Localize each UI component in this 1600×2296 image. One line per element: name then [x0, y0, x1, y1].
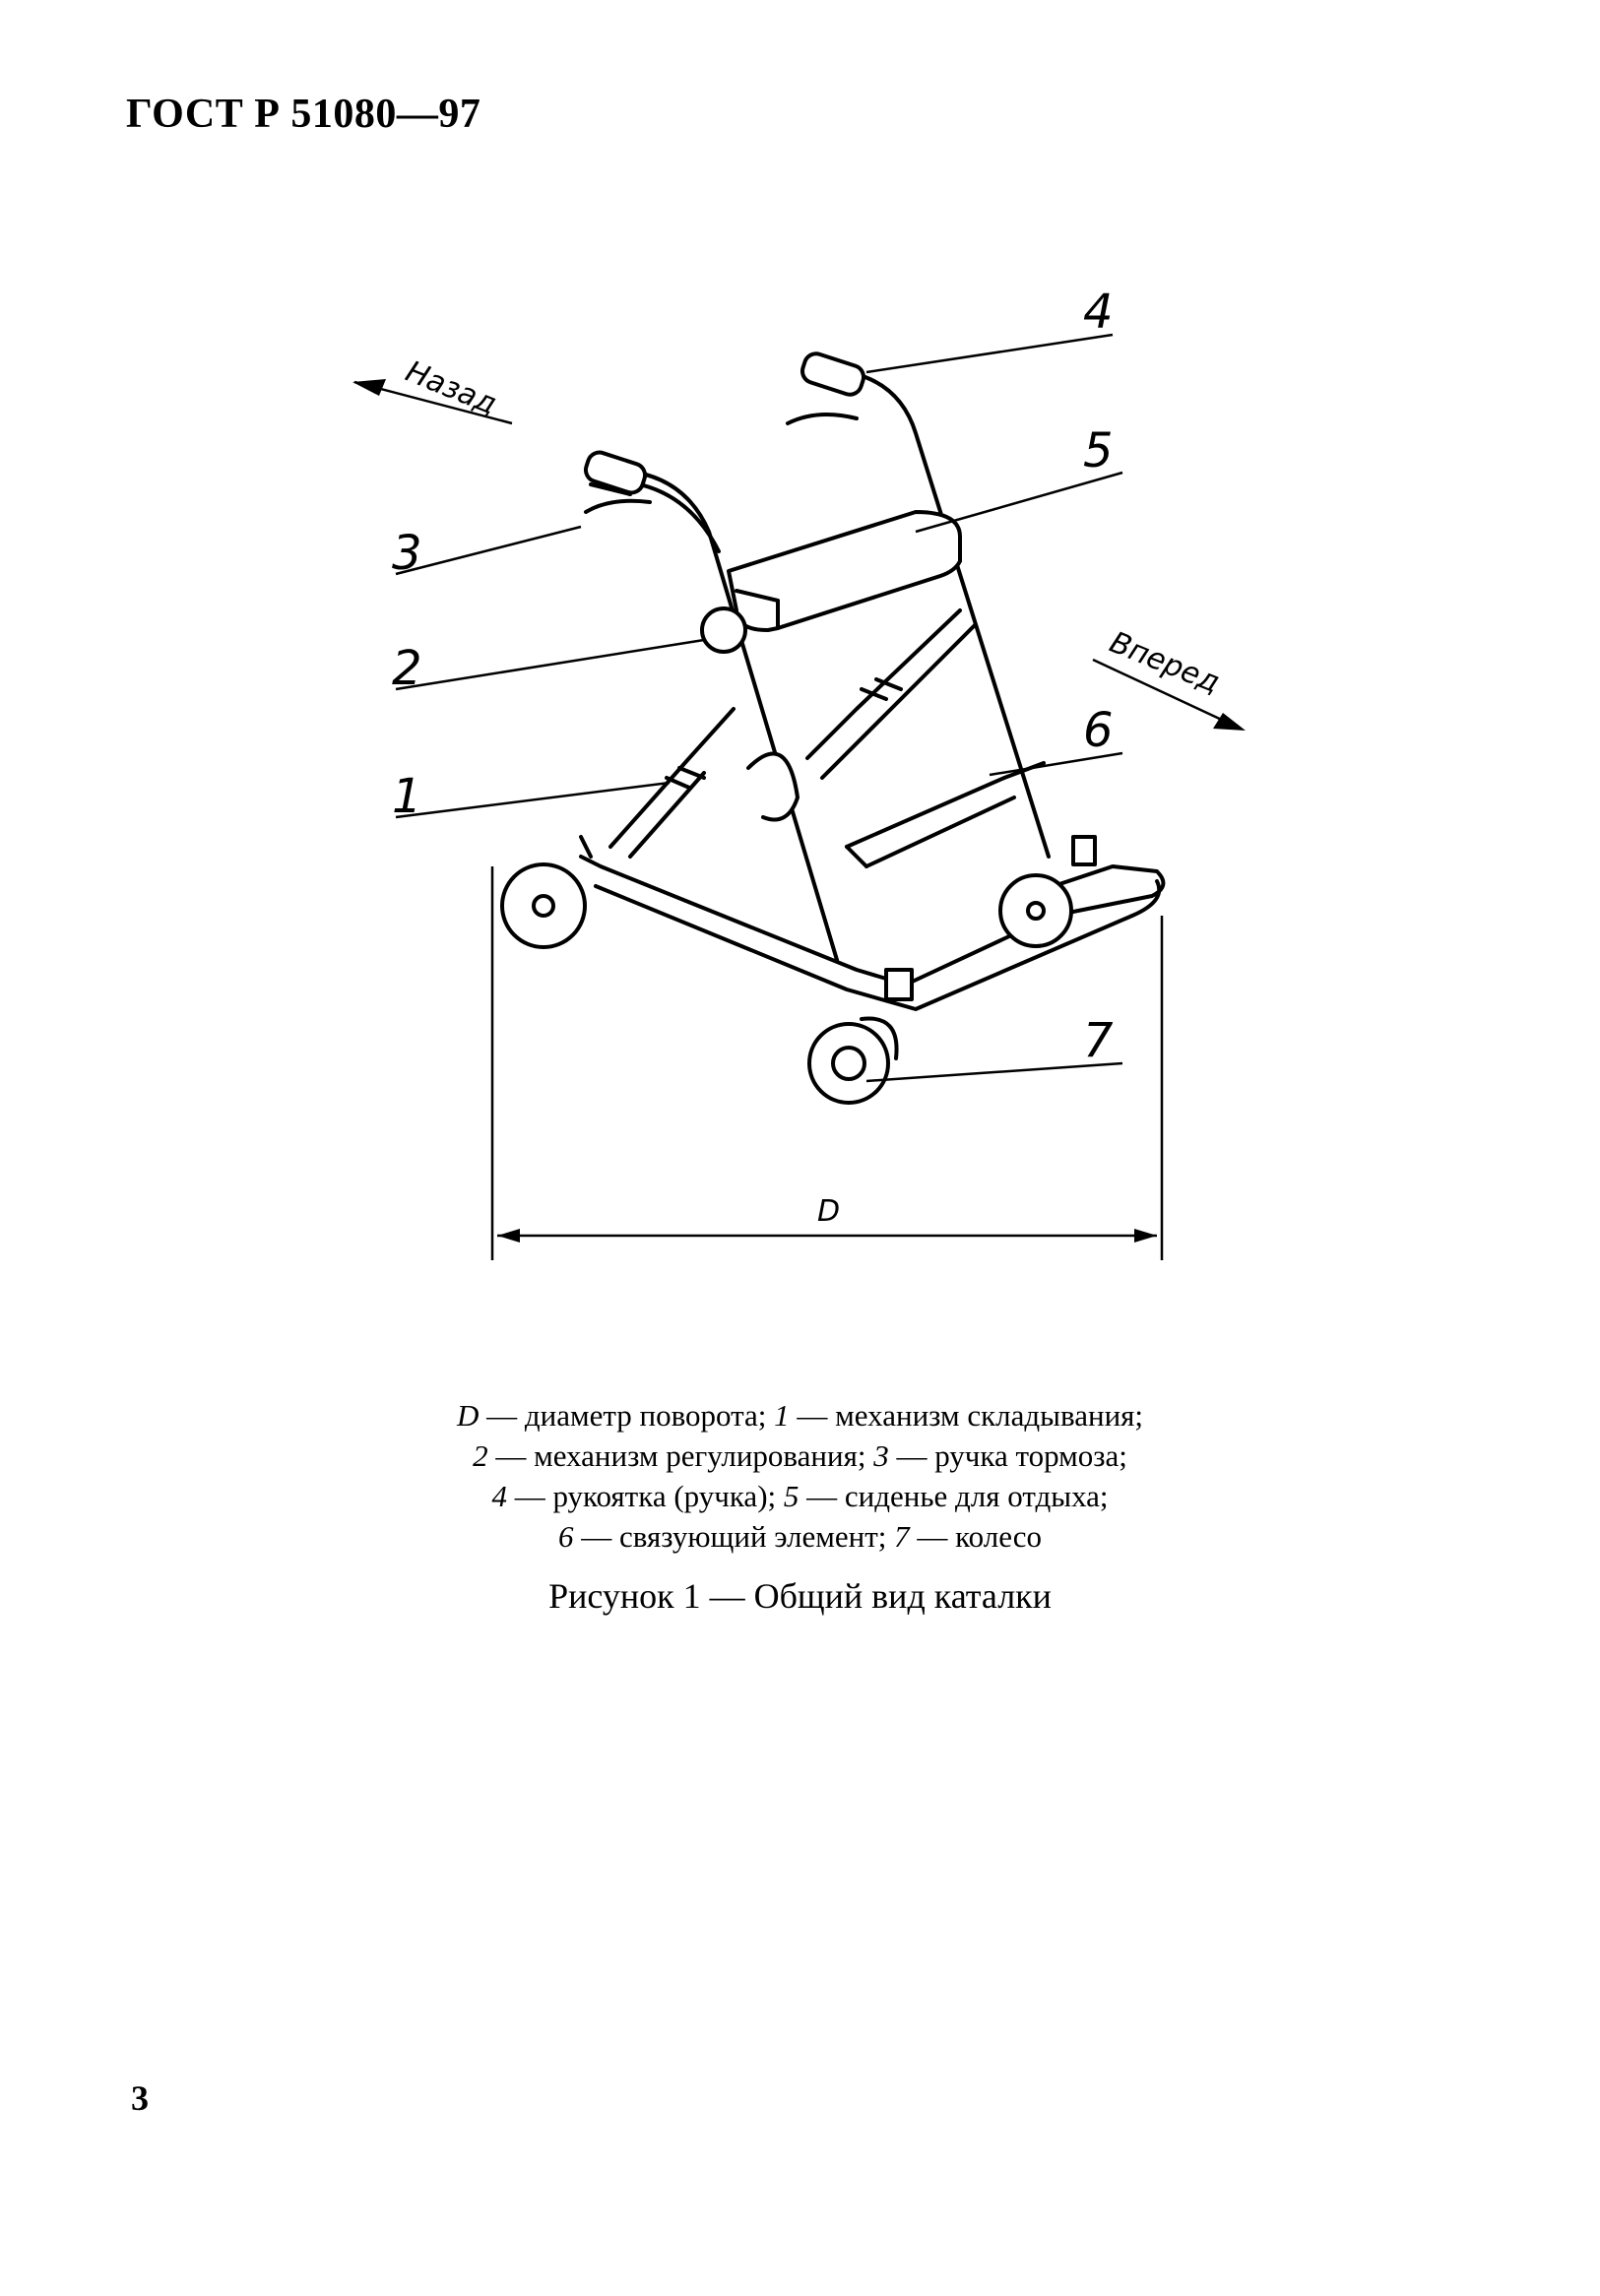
legend-line: 2 — механизм регулирования; 3 — ручка тормоза; — [473, 1438, 1127, 1473]
direction-forward-label: Вперед — [1105, 624, 1225, 701]
figure-title: Рисунок 1 — Общий вид каталки — [548, 1576, 1052, 1616]
direction-back-label: Назад — [401, 353, 502, 422]
page-number: 3 — [131, 2078, 149, 2118]
label-5: 5 — [1083, 423, 1114, 478]
label-4: 4 — [1083, 285, 1114, 340]
legend-line: 6 — связующий элемент; 7 — колесо — [558, 1519, 1042, 1554]
figure-legend — [0, 1395, 1600, 1557]
label-2: 2 — [392, 641, 422, 696]
legend-line: 4 — рукоятка (ручка); 5 — сиденье для отдыха; — [491, 1479, 1109, 1513]
label-3: 3 — [392, 526, 422, 581]
legend-line: D — диаметр поворота; 1 — механизм складывания; — [456, 1398, 1144, 1433]
label-7: 7 — [1083, 1013, 1114, 1068]
dimension-d-label: D — [817, 1194, 841, 1229]
label-6: 6 — [1083, 703, 1114, 758]
label-1: 1 — [392, 769, 422, 824]
standard-code: ГОСТ Р 51080—97 — [126, 92, 481, 137]
